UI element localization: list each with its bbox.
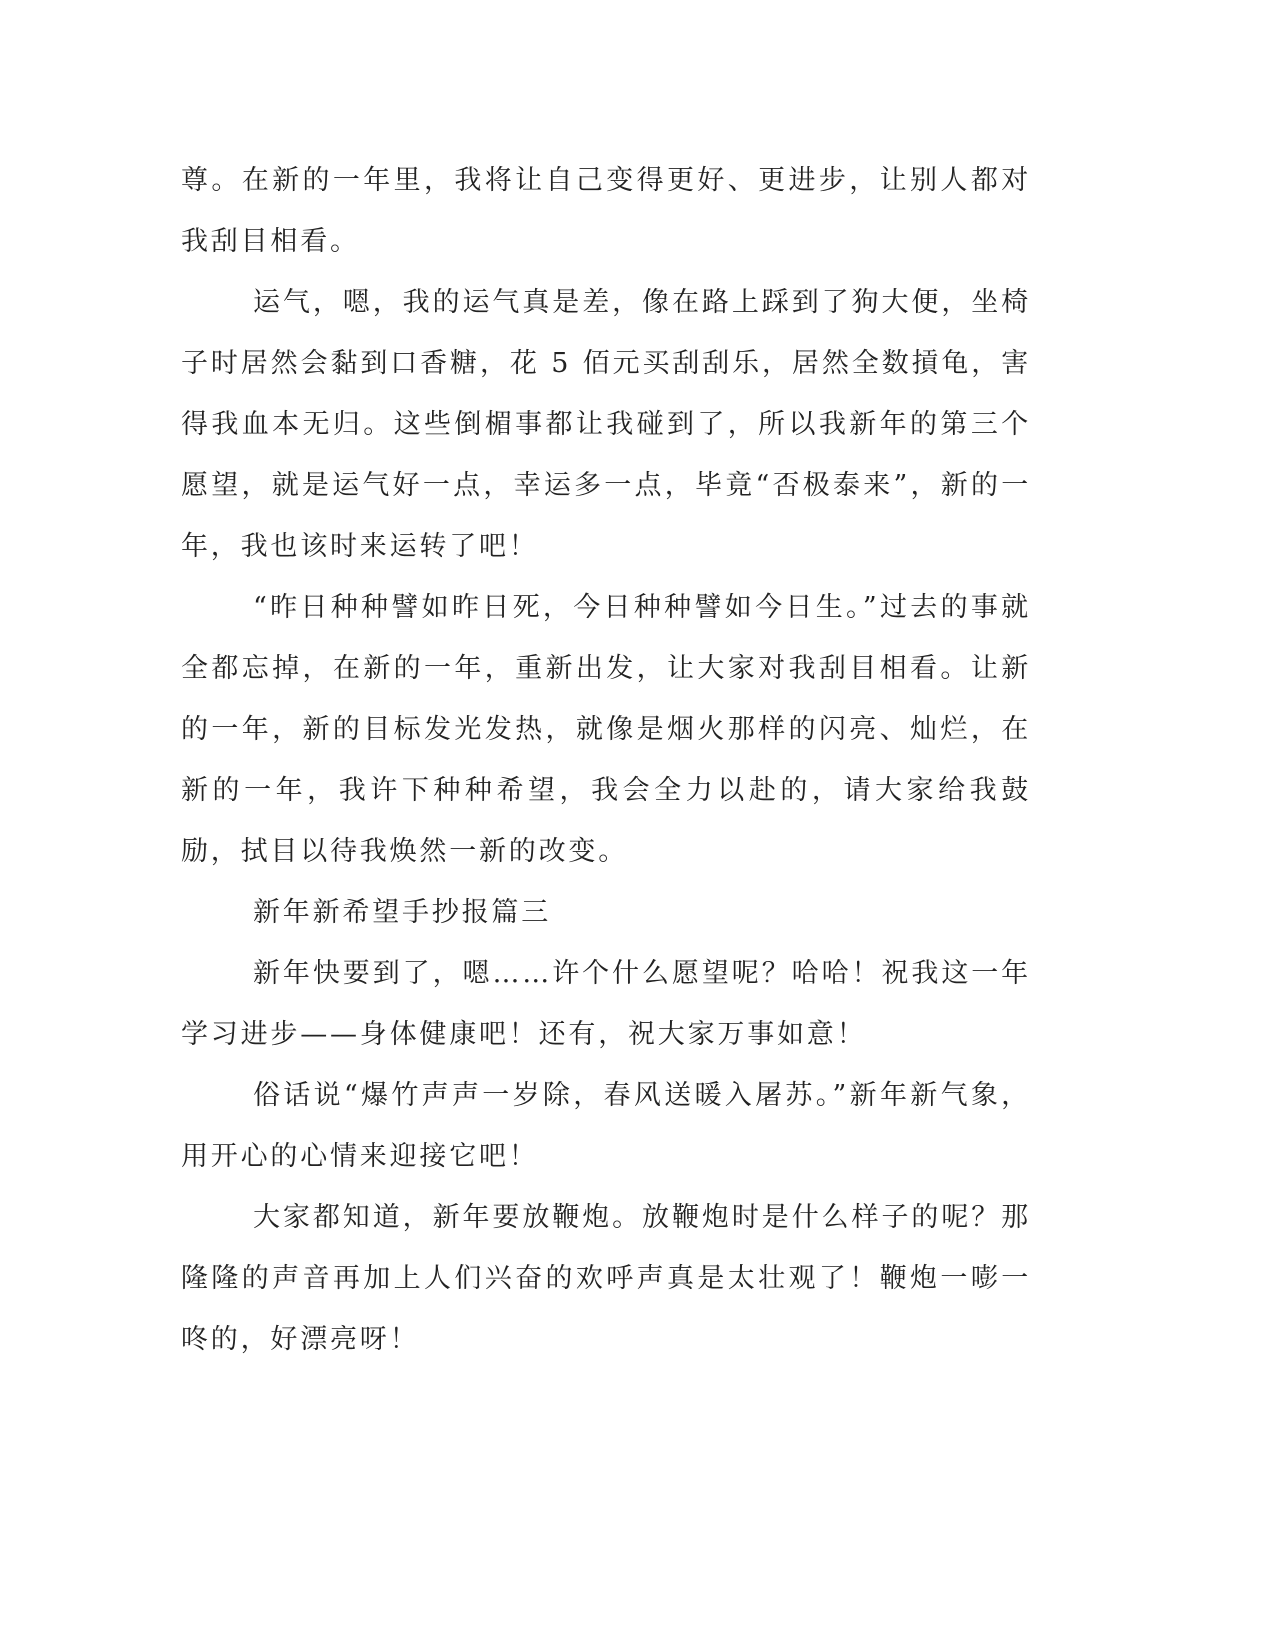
section-heading: 新年新希望手抄报篇三	[253, 897, 551, 928]
paragraph-proverb: 俗话说“爆竹声声一岁除，春风送暖入屠苏。”新年新气象，用开心的心情来迎接它吧！	[181, 1080, 1031, 1172]
paragraph-firecrackers: 大家都知道，新年要放鞭炮。放鞭炮时是什么样子的呢？那隆隆的声音再加上人们兴奋的欢呼声真是太壮观了！鞭炮一嘭一咚的，好漂亮呀！	[181, 1202, 1031, 1355]
paragraph-continuation: 尊。在新的一年里，我将让自己变得更好、更进步，让别人都对我刮目相看。	[181, 165, 1031, 257]
paragraph-luck-wish: 运气，嗯，我的运气真是差，像在路上踩到了狗大便，坐椅子时居然会黏到口香糖，花 5 佰元买刮刮乐，居然全数摃龟，害得我血本无归。这些倒楣事都让我碰到了，所以我新年的第三个愿望，就是运气好一点，幸运多一点，毕竟“否极泰来”，新的一年，我也该时来运转了吧！	[181, 287, 1031, 562]
document-page	[181, 150, 1031, 1370]
paragraph-new-year-wish: 新年快要到了，嗯……许个什么愿望呢？哈哈！祝我这一年学习进步——身体健康吧！还有，祝大家万事如意！	[181, 958, 1031, 1050]
paragraph-fresh-start: “昨日种种譬如昨日死，今日种种譬如今日生。”过去的事就全都忘掉，在新的一年，重新出发，让大家对我刮目相看。让新的一年，新的目标发光发热，就像是烟火那样的闪亮、灿烂，在新的一年，我许下种种希望，我会全力以赴的，请大家给我鼓励，拭目以待我焕然一新的改变。	[181, 592, 1031, 867]
